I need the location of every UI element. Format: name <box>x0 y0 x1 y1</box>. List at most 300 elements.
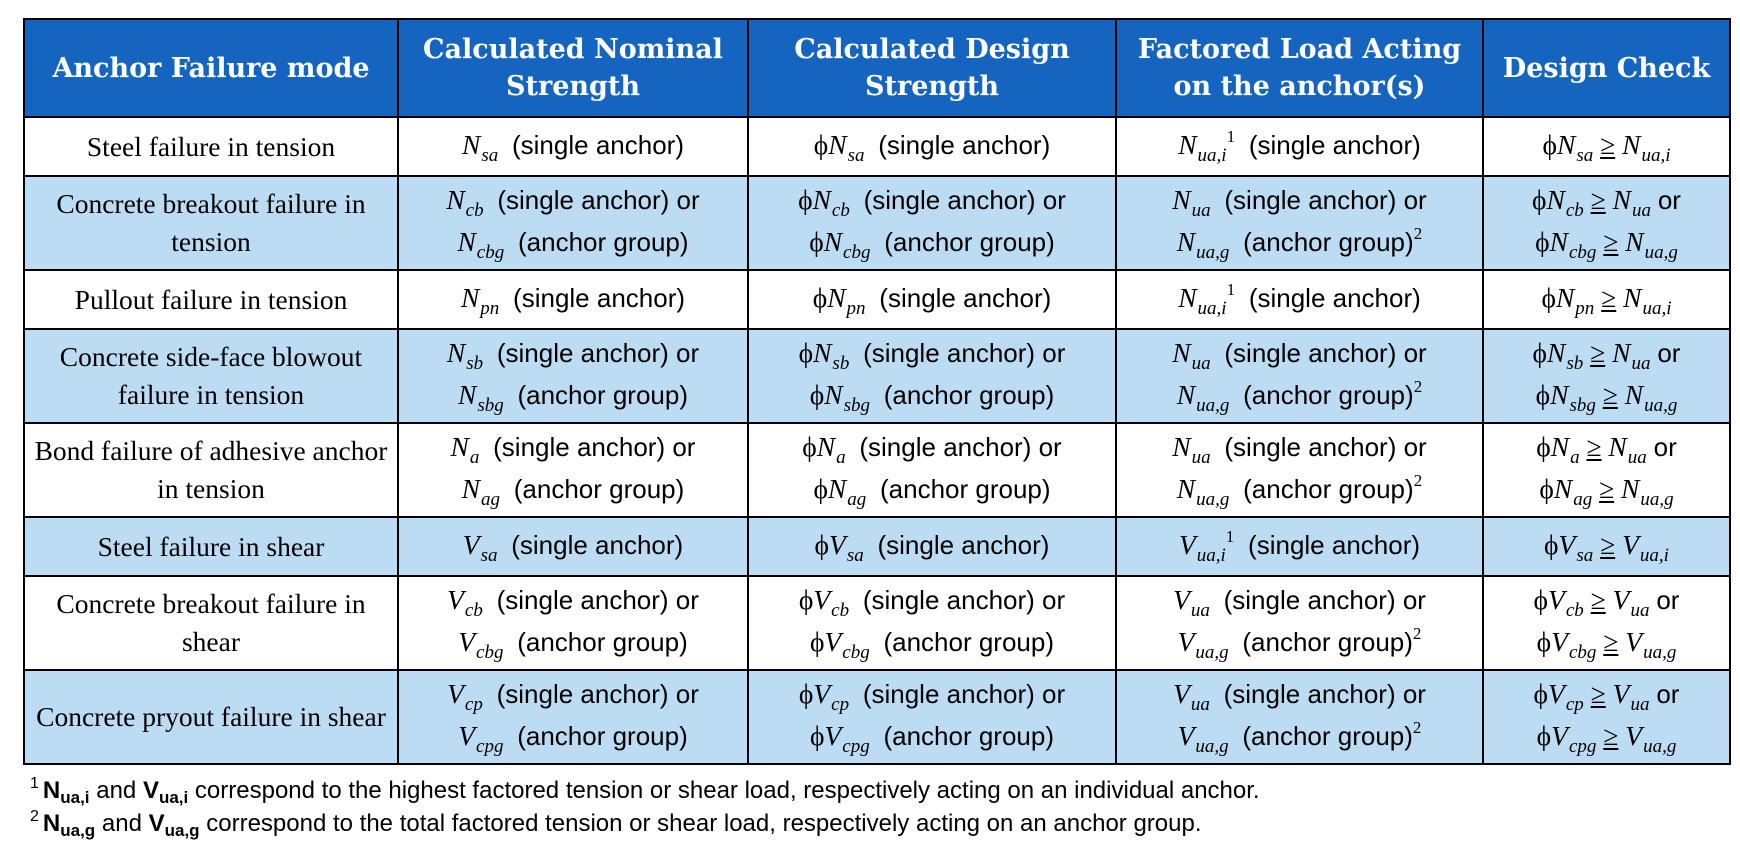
footnote-marker: 2 <box>1413 377 1423 396</box>
table-row <box>24 117 1730 176</box>
variable-symbol: V <box>1173 678 1190 709</box>
failure-mode-cell: Steel failure in tension <box>24 117 398 176</box>
formula-description: (single anchor) or <box>862 679 1066 709</box>
variable-subscript: ua,g <box>1643 642 1677 663</box>
formula-line <box>753 470 1111 512</box>
design-check-cell <box>1483 117 1730 176</box>
footnote-marker: 2 <box>1413 224 1423 243</box>
check-line <box>1488 376 1725 418</box>
phi-symbol: ϕ <box>1536 431 1551 462</box>
variable-symbol: N <box>1555 281 1575 313</box>
variable-symbol: V <box>1177 720 1195 751</box>
variable-symbol: N <box>460 281 480 313</box>
formula-line <box>753 581 1111 623</box>
footnote-subscript: ua,i <box>60 788 90 807</box>
greater-equal-symbol: ≥ <box>1602 379 1618 410</box>
formula-line <box>1121 376 1478 418</box>
variable-symbol: N <box>461 473 481 504</box>
footnote-text: correspond to the total factored tension or shear load, respectively acting on an anchor group. <box>206 810 1202 837</box>
variable-symbol: N <box>1557 128 1576 160</box>
table-row <box>24 517 1730 576</box>
variable-subscript: sbg <box>843 395 870 416</box>
variable-subscript: ua <box>1630 600 1650 621</box>
variable-symbol: V <box>1173 584 1190 615</box>
greater-equal-symbol: ≥ <box>1599 473 1615 504</box>
variable-subscript: cpg <box>1568 736 1597 757</box>
header-design-strength: Calculated Design Strength <box>748 19 1116 117</box>
phi-symbol: ϕ <box>1532 337 1548 368</box>
formula-line <box>403 334 743 376</box>
variable-symbol: V <box>1551 720 1568 751</box>
variable-symbol: V <box>1612 678 1630 709</box>
formula-description: (single anchor) <box>1248 129 1421 160</box>
design-strength-cell <box>748 670 1116 764</box>
formula-line <box>403 376 743 418</box>
footnote-marker: 2 <box>1413 471 1423 490</box>
check-or: or <box>1656 585 1680 615</box>
variable-subscript: cbg <box>476 642 504 663</box>
formula-line <box>1121 470 1478 512</box>
design-check-cell <box>1483 576 1730 670</box>
variable-subscript: sa <box>847 144 865 166</box>
formula-line <box>1121 181 1478 223</box>
variable-subscript: cb <box>831 600 850 621</box>
formula-line <box>403 526 743 568</box>
variable-symbol: N <box>1176 379 1196 410</box>
variable-symbol: N <box>1549 226 1568 257</box>
formula-line <box>1121 675 1478 717</box>
formula-line <box>403 428 743 470</box>
variable-symbol: N <box>1178 281 1197 313</box>
phi-symbol: ϕ <box>798 337 814 368</box>
formula-description: (anchor group) <box>884 227 1055 257</box>
formula-line <box>403 181 743 223</box>
footnote-2 <box>30 809 1260 842</box>
design-strength-cell <box>748 270 1116 329</box>
variable-subscript: sb <box>1566 353 1584 374</box>
variable-subscript: ua,i <box>1642 297 1672 319</box>
greater-equal-symbol: ≥ <box>1590 678 1606 709</box>
nominal-strength-cell <box>398 670 748 764</box>
formula-description: (single anchor) <box>1248 282 1421 313</box>
table-row <box>24 329 1730 423</box>
variable-subscript: sa <box>480 544 498 566</box>
anchor-design-table <box>23 18 1731 765</box>
failure-mode-cell: Pullout failure in tension <box>24 270 398 329</box>
variable-subscript: ua,g <box>1196 395 1230 416</box>
formula-description: (single anchor) <box>512 129 684 160</box>
load-strength-cell <box>1116 270 1483 329</box>
formula-description: (anchor group) <box>1242 721 1413 751</box>
nominal-strength-cell <box>398 270 748 329</box>
variable-symbol: N <box>462 128 481 160</box>
phi-symbol: ϕ <box>1536 720 1552 751</box>
formula-line <box>753 334 1111 376</box>
phi-symbol: ϕ <box>1542 128 1557 160</box>
check-line <box>1488 623 1725 665</box>
footnote-marker: 1 <box>1225 526 1235 546</box>
formula-description: (single anchor) or <box>493 432 696 462</box>
formula-line <box>403 126 743 168</box>
formula-description: (single anchor) or <box>1223 679 1426 709</box>
variable-symbol: V <box>447 584 464 615</box>
variable-symbol: N <box>457 379 477 410</box>
table-row <box>24 670 1730 764</box>
variable-symbol: N <box>816 431 836 462</box>
formula-description: (anchor group) <box>883 380 1055 410</box>
variable-symbol: V <box>1548 678 1565 709</box>
formula-description: (single anchor) <box>511 529 684 560</box>
formula-line <box>753 717 1111 759</box>
failure-mode-cell: Concrete breakout failure in shear <box>24 576 398 670</box>
variable-symbol: N <box>1176 473 1196 504</box>
nominal-strength-cell <box>398 517 748 576</box>
formula-line <box>753 223 1111 265</box>
footnote-text: correspond to the highest factored tension or shear load, respectively acting on an individual anchor. <box>194 777 1260 804</box>
phi-symbol: ϕ <box>812 281 828 313</box>
formula-line <box>403 223 743 265</box>
variable-symbol: N <box>446 184 465 215</box>
variable-subscript: ua <box>1631 200 1651 221</box>
formula-line <box>753 126 1111 168</box>
formula-line <box>403 470 743 512</box>
variable-subscript: sbg <box>1569 395 1596 416</box>
variable-subscript: sa <box>846 544 864 566</box>
variable-subscript: cp <box>1565 694 1584 715</box>
variable-subscript: ua,g <box>1196 242 1230 263</box>
formula-description: (anchor group) <box>1243 380 1414 410</box>
variable-symbol: N <box>1621 473 1640 504</box>
design-check-cell <box>1483 517 1730 576</box>
footnote-symbol: V <box>148 810 165 837</box>
footnotes <box>30 776 1260 842</box>
formula-description: (single anchor) or <box>496 338 700 368</box>
variable-subscript: ua <box>1191 447 1211 468</box>
variable-symbol: N <box>823 226 843 257</box>
header-design-check: Design Check <box>1483 19 1730 117</box>
variable-symbol: N <box>1172 337 1191 368</box>
phi-symbol: ϕ <box>1544 528 1559 560</box>
variable-symbol: V <box>813 584 831 615</box>
variable-symbol: N <box>1172 184 1191 215</box>
footnote-1 <box>30 776 1260 809</box>
variable-subscript: pn <box>846 297 866 319</box>
phi-symbol: ϕ <box>798 678 814 709</box>
formula-description: (single anchor) or <box>1223 585 1426 615</box>
variable-subscript: pn <box>480 297 500 319</box>
check-line <box>1488 279 1725 321</box>
variable-subscript: ua,g <box>1644 395 1678 416</box>
variable-subscript: ua,i <box>1641 144 1671 166</box>
formula-line <box>403 581 743 623</box>
phi-symbol: ϕ <box>1533 678 1549 709</box>
formula-line <box>753 181 1111 223</box>
formula-description: (anchor group) <box>1242 627 1413 657</box>
check-line <box>1488 126 1725 168</box>
nominal-strength-cell <box>398 117 748 176</box>
formula-line <box>753 675 1111 717</box>
variable-subscript: cb <box>1565 200 1584 221</box>
footnote-number: 1 <box>30 775 39 792</box>
variable-subscript: cb <box>464 600 483 621</box>
nominal-strength-cell <box>398 423 748 517</box>
variable-symbol: N <box>1176 226 1196 257</box>
formula-description: (single anchor) or <box>1224 432 1427 462</box>
variable-symbol: N <box>1178 128 1197 160</box>
variable-subscript: ua,i <box>1197 144 1227 166</box>
formula-line <box>753 279 1111 321</box>
variable-symbol: N <box>1622 128 1641 160</box>
check-line <box>1488 181 1725 223</box>
formula-description: (anchor group) <box>517 721 688 751</box>
variable-symbol: N <box>1608 431 1627 462</box>
variable-symbol: V <box>1625 626 1643 657</box>
variable-symbol: N <box>457 226 476 257</box>
formula-line <box>403 623 743 665</box>
variable-subscript: cpg <box>842 736 870 757</box>
formula-line <box>1121 526 1478 568</box>
variable-subscript: cp <box>831 694 850 715</box>
phi-symbol: ϕ <box>1541 281 1556 313</box>
greater-equal-symbol: ≥ <box>1600 128 1616 160</box>
check-or: or <box>1657 338 1681 368</box>
variable-subscript: cbg <box>1568 642 1597 663</box>
variable-subscript: cb <box>831 200 850 221</box>
variable-subscript: ua,g <box>1644 242 1678 263</box>
variable-subscript: ua <box>1630 694 1650 715</box>
variable-subscript: cbg <box>476 242 505 263</box>
greater-equal-symbol: ≥ <box>1590 337 1606 368</box>
design-strength-cell <box>748 517 1116 576</box>
design-check-cell <box>1483 423 1730 517</box>
variable-symbol: N <box>1612 337 1631 368</box>
variable-symbol: V <box>1551 626 1568 657</box>
variable-symbol: N <box>1625 226 1644 257</box>
phi-symbol: ϕ <box>814 528 830 560</box>
formula-description: (single anchor) <box>877 529 1050 560</box>
load-strength-cell <box>1116 423 1483 517</box>
variable-symbol: N <box>1623 281 1642 313</box>
variable-subscript: ua,i <box>1196 544 1226 566</box>
variable-subscript: cpg <box>476 736 504 757</box>
phi-symbol: ϕ <box>798 584 814 615</box>
variable-subscript: sb <box>832 353 850 374</box>
failure-mode-cell: Concrete breakout failure in tension <box>24 176 398 270</box>
variable-subscript: cb <box>1565 600 1584 621</box>
variable-subscript: sb <box>466 353 484 374</box>
design-check-cell <box>1483 329 1730 423</box>
variable-symbol: N <box>824 379 843 410</box>
formula-line <box>753 428 1111 470</box>
formula-description: (anchor group) <box>517 627 688 657</box>
footnote-number: 2 <box>30 808 39 825</box>
formula-description: (anchor group) <box>1243 227 1414 257</box>
footnote-subscript: ua,i <box>158 788 189 807</box>
header-failure-mode: Anchor Failure mode <box>24 19 398 117</box>
formula-description: (single anchor) or <box>863 185 1066 215</box>
variable-symbol: V <box>1622 528 1639 560</box>
variable-subscript: ua,i <box>1639 544 1669 566</box>
variable-symbol: V <box>1548 584 1565 615</box>
design-strength-cell <box>748 423 1116 517</box>
variable-subscript: cbg <box>1568 242 1597 263</box>
variable-subscript: sbg <box>477 395 504 416</box>
variable-subscript: ua <box>1631 353 1651 374</box>
check-line <box>1488 581 1725 623</box>
formula-description: (single anchor) or <box>1224 185 1427 215</box>
greater-equal-symbol: ≥ <box>1601 281 1617 313</box>
footnote-and: and <box>96 777 137 804</box>
formula-description: (single anchor) or <box>863 338 1066 368</box>
failure-mode-cell: Steel failure in shear <box>24 517 398 576</box>
variable-subscript: ua <box>1627 447 1647 468</box>
greater-equal-symbol: ≥ <box>1586 431 1602 462</box>
formula-line <box>753 623 1111 665</box>
load-strength-cell <box>1116 176 1483 270</box>
variable-subscript: sa <box>1576 144 1594 166</box>
variable-symbol: N <box>813 337 832 368</box>
variable-symbol: N <box>1612 184 1631 215</box>
variable-symbol: N <box>450 431 469 462</box>
formula-description: (anchor group) <box>883 721 1055 751</box>
variable-symbol: V <box>829 528 846 560</box>
variable-subscript: ua,g <box>1195 736 1229 757</box>
design-check-cell <box>1483 270 1730 329</box>
failure-mode-cell: Bond failure of adhesive anchor in tension <box>24 423 398 517</box>
formula-description: (single anchor) or <box>1224 338 1427 368</box>
formula-line <box>1121 717 1478 759</box>
variable-subscript: ua <box>1190 600 1210 621</box>
design-check-cell <box>1483 176 1730 270</box>
check-line <box>1488 334 1725 376</box>
phi-symbol: ϕ <box>809 379 825 410</box>
variable-subscript: cp <box>464 694 483 715</box>
nominal-strength-cell <box>398 329 748 423</box>
load-strength-cell <box>1116 517 1483 576</box>
variable-symbol: V <box>1178 528 1196 560</box>
greater-equal-symbol: ≥ <box>1590 184 1606 215</box>
check-line <box>1488 470 1725 512</box>
variable-subscript: ua <box>1191 353 1211 374</box>
footnote-symbol: V <box>142 777 159 804</box>
variable-symbol: N <box>828 128 847 160</box>
variable-subscript: ag <box>1573 489 1593 510</box>
variable-subscript: a <box>1570 447 1580 468</box>
design-check-cell <box>1483 670 1730 764</box>
design-strength-cell <box>748 576 1116 670</box>
greater-equal-symbol: ≥ <box>1603 720 1619 751</box>
load-strength-cell <box>1116 117 1483 176</box>
check-line <box>1488 526 1725 568</box>
check-line <box>1488 223 1725 265</box>
variable-subscript: ua,g <box>1195 642 1229 663</box>
footnote-subscript: ua,g <box>60 821 96 840</box>
load-strength-cell <box>1116 576 1483 670</box>
variable-symbol: N <box>812 184 831 215</box>
variable-subscript: cbg <box>842 642 870 663</box>
greater-equal-symbol: ≥ <box>1603 226 1619 257</box>
formula-line <box>1121 126 1478 168</box>
check-line <box>1488 428 1725 470</box>
nominal-strength-cell <box>398 576 748 670</box>
design-strength-cell <box>748 117 1116 176</box>
check-or: or <box>1656 679 1680 709</box>
formula-description: (single anchor) <box>878 129 1051 160</box>
design-strength-cell <box>748 329 1116 423</box>
variable-subscript: a <box>836 447 846 468</box>
variable-symbol: V <box>458 626 476 657</box>
variable-symbol: N <box>1550 379 1569 410</box>
variable-subscript: cb <box>465 200 484 221</box>
formula-line <box>1121 223 1478 265</box>
formula-description: (single anchor) or <box>862 585 1066 615</box>
formula-line <box>1121 623 1478 665</box>
formula-description: (single anchor) or <box>496 679 699 709</box>
variable-symbol: V <box>447 678 464 709</box>
variable-symbol: V <box>1177 626 1195 657</box>
phi-symbol: ϕ <box>813 473 828 504</box>
variable-symbol: N <box>1553 473 1573 504</box>
formula-description: (single anchor) <box>513 282 686 313</box>
formula-description: (single anchor) or <box>859 432 1062 462</box>
footnote-subscript: ua,g <box>164 821 200 840</box>
phi-symbol: ϕ <box>1532 184 1547 215</box>
phi-symbol: ϕ <box>809 626 825 657</box>
variable-subscript: ua,g <box>1640 489 1674 510</box>
design-strength-cell <box>748 176 1116 270</box>
variable-symbol: N <box>446 337 466 368</box>
variable-symbol: N <box>1550 431 1570 462</box>
formula-description: (single anchor) <box>1248 529 1421 560</box>
variable-symbol: V <box>824 720 842 751</box>
formula-description: (anchor group) <box>517 380 689 410</box>
variable-symbol: V <box>462 528 480 560</box>
variable-subscript: ua <box>1190 694 1210 715</box>
formula-description: (anchor group) <box>517 227 689 257</box>
formula-description: (anchor group) <box>513 474 685 504</box>
formula-description: (anchor group) <box>1243 474 1414 504</box>
greater-equal-symbol: ≥ <box>1590 584 1606 615</box>
check-or: or <box>1657 185 1681 215</box>
variable-subscript: cbg <box>843 242 871 263</box>
formula-line <box>1121 428 1478 470</box>
check-line <box>1488 717 1725 759</box>
variable-symbol: N <box>827 281 846 313</box>
variable-symbol: N <box>1172 431 1191 462</box>
phi-symbol: ϕ <box>1533 584 1549 615</box>
variable-subscript: ua,g <box>1196 489 1230 510</box>
header-factored-load: Factored Load Acting on the anchor(s) <box>1116 19 1483 117</box>
variable-subscript: ua,i <box>1197 297 1227 319</box>
variable-subscript: sa <box>1576 544 1594 566</box>
variable-subscript: ua <box>1191 200 1211 221</box>
variable-symbol: V <box>813 678 831 709</box>
variable-symbol: V <box>1612 584 1630 615</box>
variable-subscript: ua,g <box>1643 736 1677 757</box>
nominal-strength-cell <box>398 176 748 270</box>
variable-symbol: V <box>458 720 476 751</box>
variable-symbol: V <box>824 626 842 657</box>
variable-symbol: N <box>1547 337 1566 368</box>
table-row <box>24 176 1730 270</box>
formula-line <box>753 376 1111 418</box>
formula-description: (anchor group) <box>880 474 1051 504</box>
formula-line <box>753 526 1111 568</box>
formula-line <box>1121 279 1478 321</box>
check-line <box>1488 675 1725 717</box>
variable-subscript: a <box>469 447 480 468</box>
anchor-design-table-container <box>23 18 1729 765</box>
